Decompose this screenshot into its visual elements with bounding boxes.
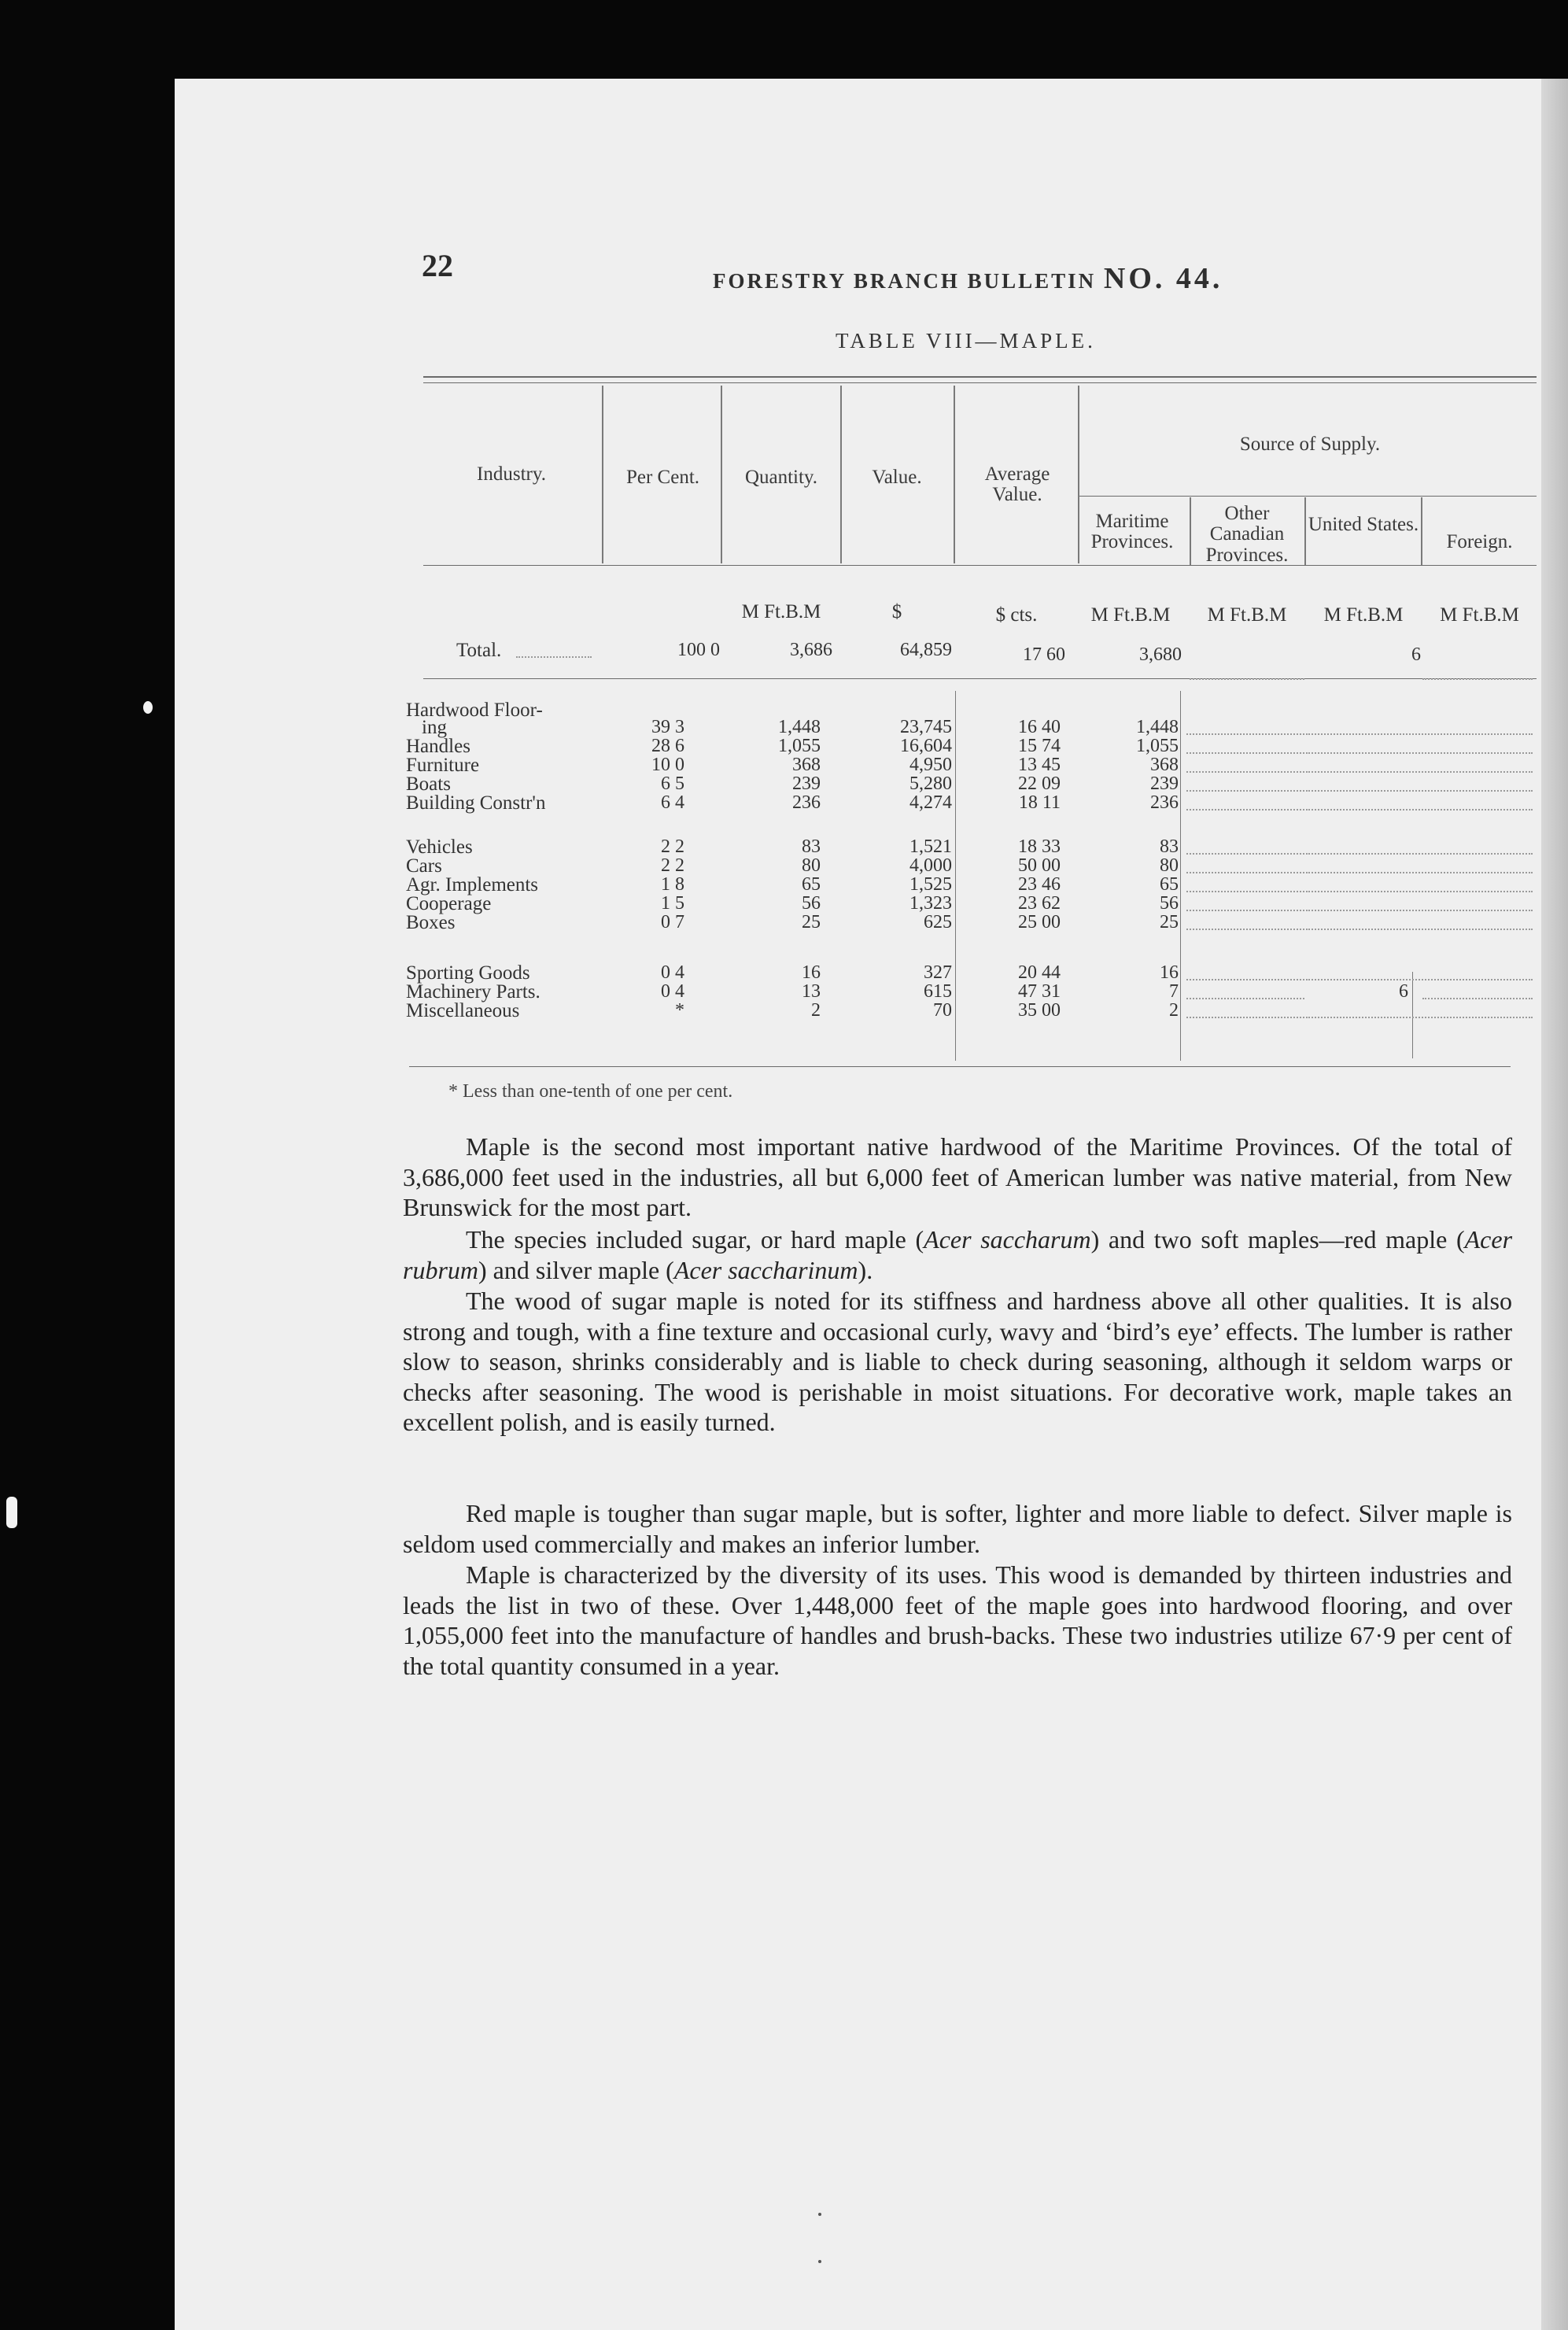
paragraph: The wood of sugar maple is noted for its stiffness and hardness above all other qualities. It is also strong and tough, with a fine texture and occasional curly, wavy and ‘bird’s eye’ effects. The lumber is rather slow to season, shrinks considerably and is liable to check during seasoning, although it seldom warps or checks after seasoning. The wood is perishable in moist situations. For decorative work, maple takes an excellent polish, and is easily turned. [403,1287,1512,1436]
leader-dots [1186,809,1304,811]
row-value: 1,323 [909,893,952,914]
row-value: 23,745 [900,717,952,737]
unit-maritime: M Ft.B.M [1090,604,1171,626]
row-maritime: 1,055 [1136,736,1179,756]
row-per-cent: 2 2 [661,836,684,857]
row-average: 23 62 [1018,893,1061,914]
leader-dots [1186,853,1304,855]
row-quantity: 83 [802,836,821,857]
leader-dots [1186,872,1304,873]
leader-dots [1186,929,1304,930]
row-industry: Boxes [406,912,456,933]
row-average: 18 11 [1018,792,1061,813]
leader-dots [1306,910,1533,911]
row-maritime: 56 [1160,893,1179,914]
row-industry: Miscellaneous [406,1000,520,1021]
page-number: 22 [422,248,453,283]
row-maritime: 236 [1150,792,1179,813]
row-industry: Cars [406,855,442,877]
row-industry: Machinery Parts. [406,981,540,1003]
row-maritime: 83 [1160,836,1179,857]
row-industry: Vehicles [406,836,473,858]
row-value: 625 [924,912,952,932]
row-maritime: 239 [1150,774,1179,794]
row-quantity: 65 [802,874,821,895]
leader-dots [1306,733,1533,735]
row-industry: Boats [406,774,451,795]
row-quantity: 239 [792,774,821,794]
species-text: The species included sugar, or hard maple ( [466,1225,924,1254]
row-per-cent: 6 4 [661,792,684,813]
col-divider [1421,497,1422,565]
row-per-cent: 1 5 [661,893,684,914]
scan-speck [818,2260,821,2263]
row-average: 13 45 [1018,755,1061,775]
leader-dots [1186,998,1304,999]
header-quantity: Quantity. [744,467,818,488]
scan-speck [818,2213,821,2216]
header-united-states: United States. [1308,514,1419,535]
row-average: 23 46 [1018,874,1061,895]
running-head-title: FORESTRY BRANCH BULLETIN [713,269,1097,293]
leader-dots [1306,872,1533,873]
row-quantity: 236 [792,792,821,813]
row-maritime: 25 [1160,912,1179,932]
unit-other-canadian: M Ft.B.M [1207,604,1287,626]
header-source-of-supply: Source of Supply. [1239,434,1381,455]
header-other-canadian: Other Canadian Provinces. [1205,503,1289,566]
paragraph: Maple is characterized by the diversity of its uses. This wood is demanded by thirteen industries and leads the list in two of these. Over 1,448,000 feet of the maple goes into hardwood flooring, and over 1,055,000 feet into the manufacture of handles and brush-backs. These two industries utilize 67·9 per cent of the total quantity consumed in a year. [403,1560,1512,1680]
unit-foreign: M Ft.B.M [1440,604,1519,626]
total-bottom-rule [423,678,1537,679]
species-text: ) and two soft maples—red maple ( [1090,1225,1465,1254]
col-divider [1180,691,1181,1061]
row-per-cent: 6 5 [661,774,684,794]
row-quantity: 1,448 [778,717,821,737]
species-text: ). [858,1255,873,1284]
row-value: 1,521 [909,836,952,857]
page-edge [1541,79,1568,2330]
row-industry: Building Constr'n [406,792,546,814]
leader-dots [516,656,592,658]
row-value: 327 [924,962,952,983]
total-value: 64,859 [900,640,952,660]
row-maritime: 16 [1160,962,1179,983]
unit-value: $ [891,601,902,622]
row-value: 1,525 [909,874,952,895]
row-value: 4,000 [909,855,952,876]
total-average: 17 60 [1023,644,1065,665]
leader-dots [1186,1017,1304,1018]
table-bottom-rule [409,1066,1511,1067]
row-average: 25 00 [1018,912,1061,932]
total-per-cent: 100 0 [677,640,720,660]
row-industry: Sporting Goods [406,962,530,984]
scan-speck [6,1497,17,1528]
row-per-cent: 28 6 [651,736,684,756]
leader-dots [1422,998,1533,999]
unit-average-value: $ cts. [995,604,1038,626]
bulletin-number: NO. 44. [1103,262,1223,295]
row-quantity: 25 [802,912,821,932]
table-footnote: * Less than one-tenth of one per cent. [448,1081,733,1102]
leader-dots [1306,1017,1533,1018]
row-value: 70 [933,1000,952,1021]
row-industry: Handles [406,736,470,757]
col-divider [954,386,955,563]
row-industry: Cooperage [406,893,492,914]
leader-dots [1186,790,1304,792]
row-average: 22 09 [1018,774,1061,794]
leader-dots [1306,809,1533,811]
row-per-cent: 1 8 [661,874,684,895]
row-maritime: 7 [1169,981,1179,1002]
row-value: 4,274 [909,792,952,813]
row-maritime: 80 [1160,855,1179,876]
row-value: 5,280 [909,774,952,794]
leader-dots [1306,929,1533,930]
table-top-rule-2 [423,382,1537,383]
row-per-cent: 0 7 [661,912,684,932]
total-label: Total. [456,640,502,661]
leader-dots [1306,771,1533,773]
row-quantity: 80 [802,855,821,876]
species-text: ) and silver maple ( [478,1255,674,1284]
row-per-cent: 2 2 [661,855,684,876]
leader-dots [1186,979,1304,980]
leader-dots [1190,678,1304,680]
total-maritime: 3,680 [1139,644,1182,665]
row-industry-cont: ing [422,717,447,738]
leader-dots [1306,752,1533,754]
table-title: TABLE VIII—MAPLE. [836,329,1096,353]
row-quantity: 2 [811,1000,821,1021]
species-name: Acer rubrum [403,1225,1513,1284]
row-per-cent: 0 4 [661,981,684,1002]
header-foreign: Foreign. [1446,531,1513,552]
total-united-states: 6 [1411,644,1421,665]
species-name: Acer saccharum [924,1225,1091,1254]
leader-dots [1186,891,1304,892]
header-bottom-rule [423,565,1537,566]
row-value: 4,950 [909,755,952,775]
col-divider [1412,972,1413,1058]
paragraph-species [403,1224,1512,1285]
leader-dots [1186,910,1304,911]
row-quantity: 1,055 [778,736,821,756]
row-per-cent: 39 3 [651,717,684,737]
row-per-cent: * [675,1000,684,1021]
row-average: 50 00 [1018,855,1061,876]
total-quantity: 3,686 [790,640,832,660]
row-quantity: 56 [802,893,821,914]
leader-dots [1306,891,1533,892]
row-average: 15 74 [1018,736,1061,756]
header-value: Value. [872,467,922,488]
row-industry: Hardwood Floor- [406,700,543,721]
col-divider [602,386,603,563]
leader-dots [1186,771,1304,773]
leader-dots [1306,790,1533,792]
unit-united-states: M Ft.B.M [1323,604,1404,626]
row-value: 16,604 [900,736,952,756]
row-per-cent: 10 0 [651,755,684,775]
leader-dots [1422,678,1533,680]
row-maritime: 2 [1169,1000,1179,1021]
row-average: 16 40 [1018,717,1061,737]
leader-dots [1306,853,1533,855]
row-per-cent: 0 4 [661,962,684,983]
header-industry: Industry. [477,463,546,485]
row-quantity: 16 [802,962,821,983]
leader-dots [1186,752,1304,754]
row-quantity: 368 [792,755,821,775]
header-per-cent: Per Cent. [625,467,700,488]
leader-dots [1186,733,1304,735]
row-united-states: 6 [1399,981,1408,1002]
row-average: 35 00 [1018,1000,1061,1021]
header-maritime: Maritime Provinces. [1090,511,1174,553]
row-industry: Furniture [406,755,480,776]
row-maritime: 368 [1150,755,1179,775]
row-average: 20 44 [1018,962,1061,983]
row-quantity: 13 [802,981,821,1002]
row-industry: Agr. Implements [406,874,539,895]
row-value: 615 [924,981,952,1002]
table-top-rule [423,376,1537,378]
paragraph: Maple is the second most important native hardwood of the Maritime Provinces. Of the total of 3,686,000 feet used in the industries, all but 6,000 feet of American lumber was native material, from New Brunswick for the most part. [403,1132,1512,1221]
paragraph: Red maple is tougher than sugar maple, but is softer, lighter and more liable to defect. Silver maple is seldom used commercially and makes an inferior lumber. [403,1499,1512,1558]
row-average: 47 31 [1018,981,1061,1002]
row-average: 18 33 [1018,836,1061,857]
header-average-value: Average Value. [984,463,1050,506]
unit-quantity: M Ft.B.M [741,601,821,622]
source-rule [1078,496,1537,497]
running-head [713,261,1223,296]
row-maritime: 65 [1160,874,1179,895]
row-maritime: 1,448 [1136,717,1179,737]
species-name: Acer saccharinum [673,1255,858,1284]
scan-speck [143,701,153,714]
